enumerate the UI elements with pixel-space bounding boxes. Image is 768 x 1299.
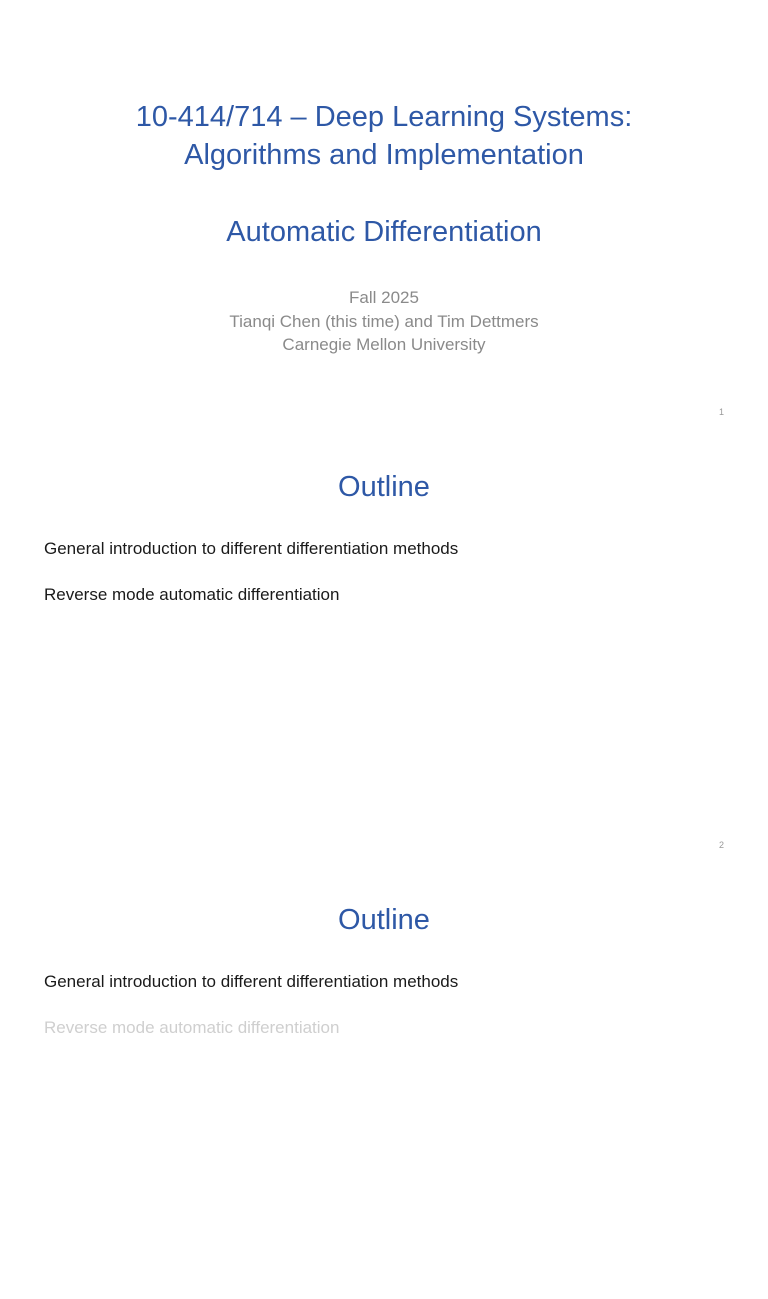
instructors-text: Tianqi Chen (this time) and Tim Dettmers [229,311,539,331]
outline-item: General introduction to different differentiation methods [44,539,459,558]
outline-list [44,538,458,630]
course-title-line-2: Algorithms and Implementation [184,139,584,171]
outline-item: Reverse mode automatic differentiation [44,585,340,604]
slide-1 [0,0,768,433]
outline-title: Outline [338,471,430,503]
outline-item-faded: Reverse mode automatic differentiation [44,1018,340,1037]
outline-item: General introduction to different differentiation methods [44,972,459,991]
slide-3 [0,866,768,1299]
slide-2 [0,433,768,866]
page-number: 2 [718,840,724,850]
page-number: 1 [718,407,724,417]
lecture-meta [0,286,768,357]
course-title [0,98,768,174]
course-title-line-1: 10-414/714 – Deep Learning Systems: [135,101,633,133]
university-text: Carnegie Mellon University [282,335,486,354]
outline-list [44,971,458,1063]
lecture-title: Automatic Differentiation [226,216,542,248]
outline-title: Outline [338,904,430,936]
term-text: Fall 2025 [349,288,419,307]
